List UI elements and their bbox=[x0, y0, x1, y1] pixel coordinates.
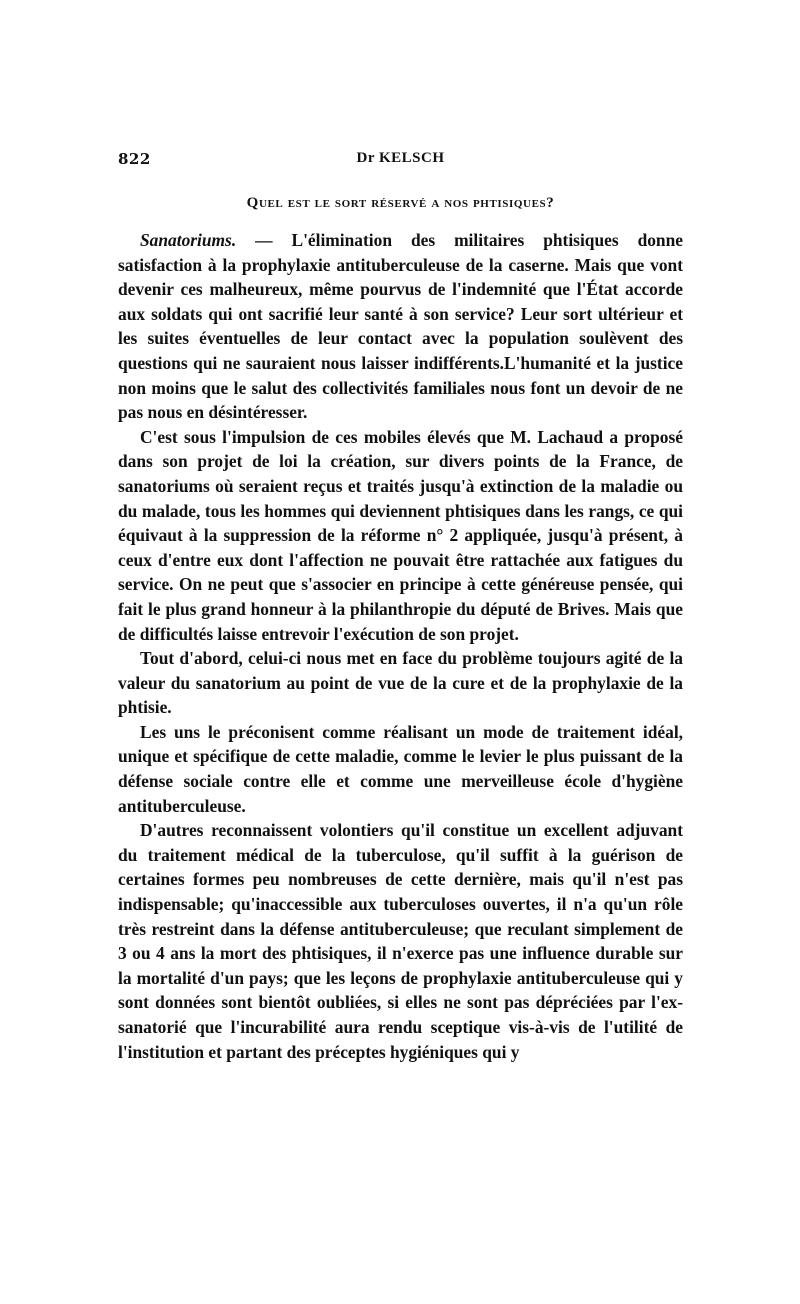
running-head-author: Dr KELSCH bbox=[356, 150, 445, 166]
paragraph bbox=[118, 425, 683, 646]
paragraph-text: — L'élimination des militaires phtisiques donne satisfaction à la prophylaxie antituberculeuse de la caserne. Mais que vont devenir ces malheureux, même pourvus de l'indemnité que l'État accorde aux soldats qui ont sacrifié leur santé à son service? Leur sort ultérieur et les suites éventuelles de leur contact avec la population soulèvent des questions qui ne sauraient nous laisser indifférents.L'humanité et la justice non moins que le salut des collectivités familiales nous font un devoir de ne pas nous en désintéresser. bbox=[118, 230, 683, 423]
paragraph bbox=[118, 228, 683, 425]
paragraph bbox=[118, 720, 683, 818]
paragraph-text: Les uns le préconisent comme réalisant un mode de traitement idéal, unique et spécifique de cette maladie, comme le levier le plus puissant de la défense sociale contre elle et comme une merveilleuse école d'hygiène antituberculeuse. bbox=[118, 721, 683, 816]
running-head bbox=[118, 150, 683, 174]
paragraph bbox=[118, 818, 683, 1064]
paragraph-text: C'est sous l'impulsion de ces mobiles élevés que M. Lachaud a proposé dans son projet de loi la création, sur divers points de la France, de sanatoriums où seraient reçus et traités jusqu'à extinction de la maladie ou du malade, tous les hommes qui deviennent phtisiques dans les rangs, ce qui équivaut à la suppression de la réforme n° 2 appliquée, jusqu'à présent, à ceux d'entre eux dont l'affection ne pouvait être rattachée aux fatigues du service. On ne peut que s'associer en principe à cette généreuse pensée, qui fait le plus grand honneur à la philanthropie du député de Brives. Mais que de difficultés laisse entrevoir l'exécution de son projet. bbox=[118, 426, 683, 644]
paragraph-lead: Sanatoriums. bbox=[140, 230, 237, 250]
section-title: Quel est le sort réservé a nos phtisiques? bbox=[246, 195, 555, 211]
paragraph-text: Tout d'abord, celui-ci nous met en face du problème toujours agité de la valeur du sanatorium au point de vue de la cure et de la prophylaxie de la phtisie. bbox=[118, 648, 683, 718]
page-number: 822 bbox=[118, 150, 151, 168]
book-page bbox=[118, 150, 683, 1064]
paragraph bbox=[118, 646, 683, 720]
paragraph-text: D'autres reconnaissent volontiers qu'il constitue un excellent adjuvant du traitement médical de la tuberculose, qu'il suffit à la guérison de certaines formes peu nombreuses de cette dernière, mais qu'il n'est pas indispensable; qu'inaccessible aux tuberculoses ouvertes, il n'a qu'un rôle très restreint dans la défense antituberculeuse; que reculant simplement de 3 ou 4 ans la mort des phtisiques, il n'exerce pas une influence durable sur la mortalité d'un pays; que les leçons de prophylaxie antituberculeuse qui y sont données sont bientôt oubliées, si elles ne sont pas dépréciées par l'ex-sanatorié que l'incurabilité aura rendu sceptique vis-à-vis de l'utilité de l'institution et partant des préceptes hygiéniques qui y bbox=[118, 820, 683, 1062]
